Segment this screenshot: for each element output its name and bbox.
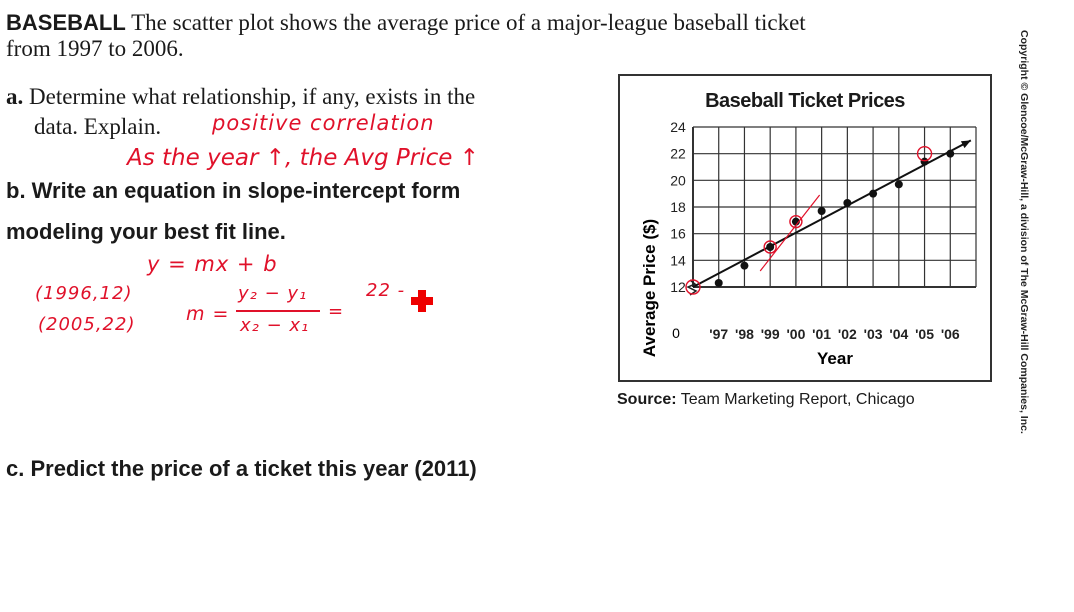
x-tick-label: '03 <box>863 326 883 342</box>
y-tick-label: 18 <box>670 199 686 215</box>
y-tick-label: 24 <box>670 119 686 135</box>
source-label: Source: <box>617 391 677 408</box>
best-fit-line <box>693 140 971 287</box>
x-tick-label: '99 <box>760 326 780 342</box>
problem-text: The scatter plot shows the average price of a major-league baseball ticket <box>131 10 806 35</box>
x-tick-label: '05 <box>915 326 934 342</box>
x-tick-label: '00 <box>786 326 806 342</box>
y-tick-labels <box>670 119 686 295</box>
y-axis-label: Average Price ($) <box>640 218 659 358</box>
origin-label: 0 <box>672 325 680 341</box>
handwritten-equals: = <box>328 301 345 322</box>
part-a-line-2: data. Explain. <box>34 114 162 139</box>
x-tick-label: '06 <box>940 326 960 342</box>
part-b-line-1: b. Write an equation in slope-intercept form <box>6 178 461 203</box>
x-tick-label: '04 <box>889 326 909 342</box>
handwritten-fraction-bar <box>236 310 320 312</box>
handwritten-slope-numerator: y₂ − y₁ <box>238 283 308 304</box>
handwritten-reason-a: As the year ↑, the Avg Price ↑ <box>127 145 480 171</box>
data-point <box>869 190 877 198</box>
handwritten-answer-a: positive correlation <box>212 111 435 135</box>
data-point <box>766 243 774 251</box>
y-tick-label: 14 <box>670 252 686 269</box>
part-a-line-1: Determine what relationship, if any, exists in the <box>29 84 476 109</box>
part-a-label: a. <box>6 84 24 109</box>
data-point <box>818 207 826 215</box>
chart-grid <box>693 127 976 287</box>
data-point <box>921 158 929 166</box>
x-tick-label: '02 <box>837 326 857 342</box>
data-point <box>895 180 903 188</box>
best-fit-line-segment <box>693 140 971 287</box>
problem-keyword: BASEBALL <box>6 10 126 35</box>
pen-cursor-icon <box>411 290 433 312</box>
x-tick-label: '98 <box>735 326 754 342</box>
copyright-text: Copyright © Glencoe/McGraw-Hill, a division of The McGraw-Hill Companies, Inc. <box>1018 30 1030 434</box>
handwritten-point-2: (2005,22) <box>38 314 136 335</box>
handwritten-partial-value: 22 - <box>366 280 406 301</box>
data-points <box>715 150 955 287</box>
source-text: Team Marketing Report, Chicago <box>680 391 915 408</box>
y-tick-label: 12 <box>670 279 686 295</box>
chart-title: Baseball Ticket Prices <box>705 90 905 112</box>
x-axis-label: Year <box>817 349 853 368</box>
y-tick-label: 16 <box>670 225 686 242</box>
scatter-chart <box>618 74 992 382</box>
part-b-line-2: modeling your best fit line. <box>6 219 286 244</box>
data-point <box>946 150 954 158</box>
handwritten-slope-m: m = <box>186 303 230 325</box>
data-point <box>715 279 723 287</box>
problem-text-2: from 1997 to 2006. <box>6 36 184 61</box>
handwritten-point-1: (1996,12) <box>35 283 133 304</box>
y-tick-label: 20 <box>670 172 686 189</box>
copyright-notice <box>1016 30 1036 470</box>
chart-source <box>617 391 915 409</box>
x-tick-label: '97 <box>709 326 729 342</box>
handwritten-slope-intercept-form: y = mx + b <box>147 252 278 276</box>
problem-statement <box>6 10 1006 62</box>
x-tick-labels <box>709 326 960 342</box>
y-tick-label: 22 <box>670 145 686 162</box>
x-tick-label: '01 <box>812 326 832 342</box>
part-c-question: c. Predict the price of a ticket this year (2011) <box>6 456 477 481</box>
data-point <box>740 262 748 270</box>
handwritten-slope-denominator: x₂ − x₁ <box>240 315 310 336</box>
data-point <box>843 199 851 207</box>
